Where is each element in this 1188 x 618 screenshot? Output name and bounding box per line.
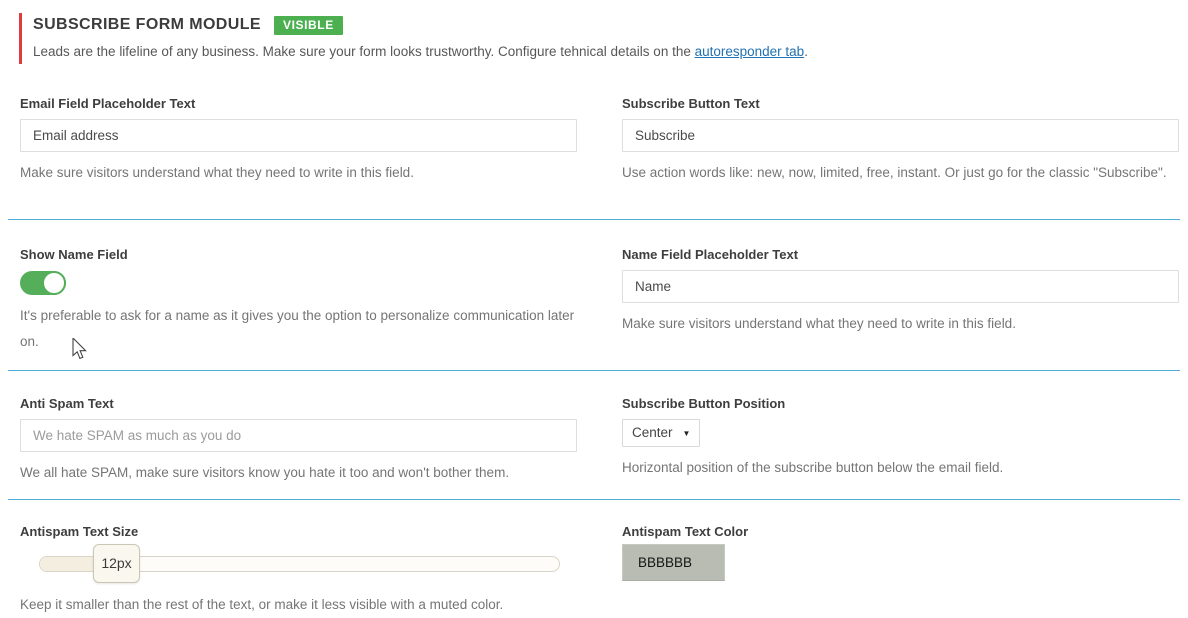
email-placeholder-help: Make sure visitors understand what they need to write in this field. <box>20 164 414 180</box>
subscribe-button-text-label: Subscribe Button Text <box>622 95 760 111</box>
antispam-text-size-label: Antispam Text Size <box>20 523 139 539</box>
antispam-text-size-help: Keep it smaller than the rest of the text, or make it less visible with a muted color. <box>20 596 504 612</box>
description-text-after: . <box>804 44 808 59</box>
chevron-down-icon: ▼ <box>682 428 691 438</box>
email-placeholder-input[interactable] <box>20 119 577 152</box>
row-antispam <box>0 371 1188 499</box>
email-placeholder-field-group <box>20 96 577 219</box>
antispam-text-color-label: Antispam Text Color <box>622 523 749 539</box>
name-placeholder-input[interactable] <box>622 270 1179 303</box>
selected-option: Center <box>632 425 673 441</box>
email-placeholder-label: Email Field Placeholder Text <box>20 95 196 111</box>
anti-spam-text-input[interactable] <box>20 419 577 452</box>
show-name-field-group <box>20 247 577 370</box>
row-placeholders <box>0 64 1188 219</box>
anti-spam-text-group <box>20 396 577 499</box>
anti-spam-text-help: We all hate SPAM, make sure visitors know you hate it too and won't bother them. <box>20 464 510 480</box>
module-description <box>33 43 1188 62</box>
antispam-text-color-group <box>622 524 1179 618</box>
name-placeholder-help: Make sure visitors understand what they need to write in this field. <box>622 315 1016 331</box>
show-name-field-help: It's preferable to ask for a name as it gives you the option to personalize communication later on. <box>20 307 575 349</box>
subscribe-button-position-help: Horizontal position of the subscribe button below the email field. <box>622 459 1004 475</box>
description-text-before: Leads are the lifeline of any business. Make sure your form looks trustworthy. Configure tehnical details on the <box>33 44 695 59</box>
subscribe-button-text-input[interactable] <box>622 119 1179 152</box>
subscribe-button-position-label: Subscribe Button Position <box>622 395 786 411</box>
row-antispam-style <box>0 500 1188 618</box>
subscribe-button-text-help: Use action words like: new, now, limited, free, instant. Or just go for the classic "Subscribe". <box>622 164 1167 180</box>
module-header <box>19 13 1188 64</box>
antispam-color-swatch[interactable]: BBBBBB <box>622 544 725 581</box>
antispam-text-size-group <box>20 524 577 618</box>
name-placeholder-field-group <box>622 247 1179 370</box>
slider-handle[interactable]: 12px <box>93 544 140 583</box>
toggle-knob <box>42 271 66 295</box>
slider-track[interactable] <box>39 556 560 572</box>
show-name-field-label: Show Name Field <box>20 246 128 262</box>
show-name-field-toggle[interactable] <box>20 271 66 295</box>
autoresponder-tab-link[interactable]: autoresponder tab <box>694 44 805 59</box>
anti-spam-text-label: Anti Spam Text <box>20 395 114 411</box>
mouse-cursor-icon <box>72 338 88 362</box>
subscribe-button-position-select[interactable] <box>622 419 700 447</box>
page-title: SUBSCRIBE FORM MODULE <box>33 16 261 33</box>
status-badge: VISIBLE <box>274 16 343 35</box>
name-placeholder-label: Name Field Placeholder Text <box>622 246 799 262</box>
subscribe-button-position-group <box>622 396 1179 499</box>
row-name-field <box>0 220 1188 370</box>
subscribe-button-text-group <box>622 96 1179 219</box>
antispam-text-size-slider <box>20 539 577 581</box>
